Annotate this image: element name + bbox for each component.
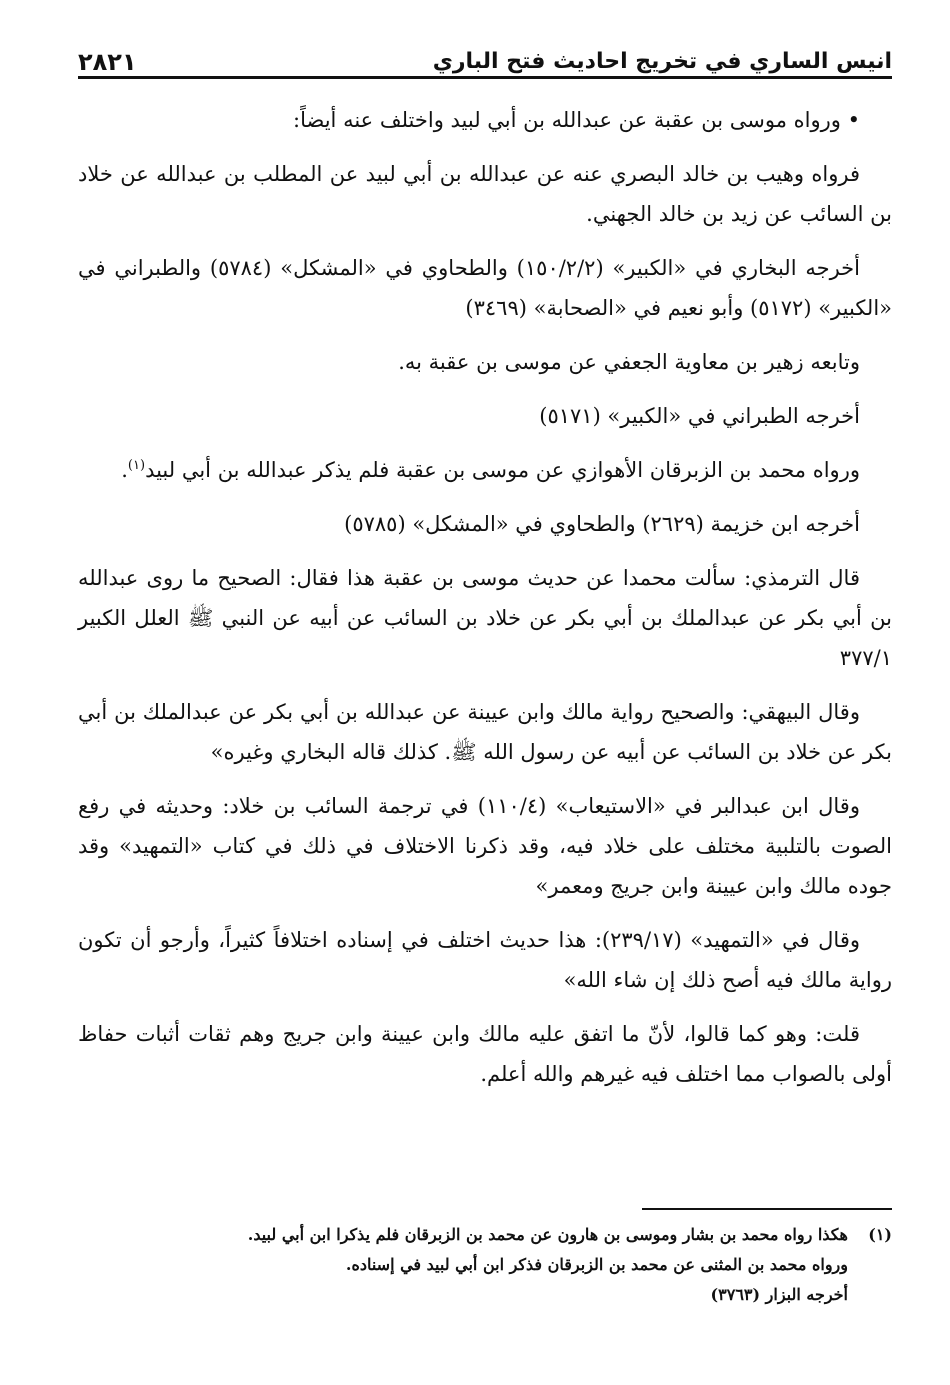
paragraph: وتابعه زهير بن معاوية الجعفي عن موسى بن عقبة به.: [398, 350, 860, 374]
footnote-line: هكذا رواه محمد بن بشار وموسى بن هارون عن محمد بن الزبرقان فلم يذكرا ابن أبي لبيد.: [247, 1225, 848, 1244]
paragraph: أخرجه الطبراني في «الكبير» (٥١٧١): [539, 404, 860, 428]
body-text: [78, 100, 892, 1108]
paragraph: • ورواه موسى بن عقبة عن عبدالله بن أبي لبيد واختلف عنه أيضاً:: [293, 108, 860, 132]
page-header: [78, 40, 892, 76]
paragraph: أخرجه ابن خزيمة (٢٦٢٩) والطحاوي في «المشكل» (٥٧٨٥): [344, 512, 860, 536]
paragraph-end-punctuation: .: [121, 458, 128, 482]
footnote-rule: [642, 1208, 892, 1210]
footnote-marker: (١): [868, 1225, 892, 1244]
footnote-item: [78, 1220, 892, 1310]
footnote-line: أخرجه البزار (٣٧٦٣): [710, 1285, 848, 1304]
footnote-line: ورواه محمد بن المثنى عن محمد بن الزبرقان فذكر ابن أبي لبيد في إسناده.: [345, 1255, 848, 1274]
paragraph: فرواه وهيب بن خالد البصري عنه عن عبدالله بن أبي لبيد عن المطلب بن عبدالله عن خلاد بن السائب عن زيد بن خالد الجهني.: [78, 162, 892, 226]
paragraph: قال الترمذي: سألت محمدا عن حديث موسى بن عقبة هذا فقال: الصحيح ما روى عبدالله بن أبي بكر عن عبدالملك بن أبي بكر عن خلاد بن السائب عن أبيه عن النبي ﷺ العلل الكبير ٣٧٧/١: [78, 566, 892, 670]
header-rule: [78, 76, 892, 79]
paragraph: أخرجه البخاري في «الكبير» (١٥٠/٢/٢) والطحاوي في «المشكل» (٥٧٨٤) والطبراني في «الكبير» (٥١٧٢) وأبو نعيم في «الصحابة» (٣٤٦٩): [78, 256, 892, 320]
paragraph: قلت: وهو كما قالوا، لأنّ ما اتفق عليه مالك وابن عيينة وابن جريج وهم ثقات أثبات حفاظ أولى بالصواب مما اختلف فيه غيرهم والله أعلم.: [78, 1022, 892, 1086]
paragraph: وقال البيهقي: والصحيح رواية مالك وابن عيينة عن عبدالله بن أبي بكر عن عبدالملك بن أبي بكر عن خلاد بن السائب عن أبيه عن رسول الله ﷺ. كذلك قاله البخاري وغيره»: [78, 700, 892, 764]
page-number: ٢٨٢١: [78, 48, 137, 76]
footnote-reference: (١): [127, 458, 146, 473]
running-title: انيس الساري في تخريج احاديث فتح الباري: [432, 49, 892, 74]
paragraph: وقال ابن عبدالبر في «الاستيعاب» (١١٠/٤) في ترجمة السائب بن خلاد: وحديثه في رفع الصوت بالتلبية مختلف على خلاد فيه، وقد ذكرنا الاختلاف في ذلك في كتاب «التمهيد» وقد جوده مالك وابن عيينة وابن جريج ومعمر»: [78, 794, 892, 898]
footnotes: [78, 1220, 892, 1310]
paragraph: وقال في «التمهيد» (٢٣٩/١٧): هذا حديث اختلف في إسناده اختلافاً كثيراً، وأرجو أن تكون رواية مالك فيه أصح ذلك إن شاء الله»: [78, 928, 892, 992]
footnote-text: [78, 1220, 848, 1310]
paragraph-text: ورواه محمد بن الزبرقان الأهوازي عن موسى بن عقبة فلم يذكر عبدالله بن أبي لبيد: [145, 458, 860, 482]
paragraph-with-footnote-ref: [78, 450, 892, 490]
